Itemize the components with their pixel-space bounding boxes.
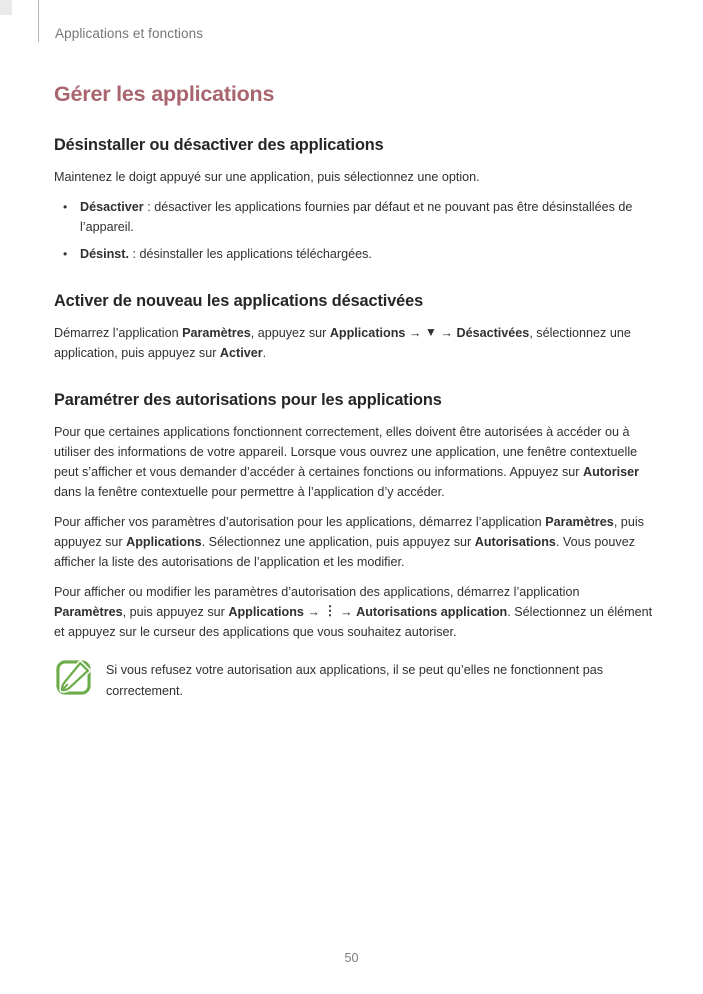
page-title: Gérer les applications [54, 82, 275, 106]
header-rule-divider [38, 0, 39, 42]
page-content [54, 82, 653, 702]
bullet-item [54, 197, 653, 237]
bullet-text: Désinst. : désinstaller les applications téléchargées. [80, 247, 372, 261]
paragraph: Démarrez l’application Paramètres, appuyez sur Applications → ▼ → Désactivées, sélectionnez une application, puis appuyez sur Activer. [54, 323, 653, 363]
paragraph: Pour afficher vos paramètres d’autorisation pour les applications, démarrez l’application Paramètres, puis appuyez sur Applications. Sélectionnez une application, puis appuyez sur Autorisations. Vous pouvez afficher la liste des autorisations de l’application et les modifier. [54, 515, 644, 569]
section-heading-permissions: Paramétrer des autorisations pour les applications [54, 391, 442, 409]
paragraph: Pour que certaines applications fonctionnent correctement, elles doivent être autorisées à accéder ou à utiliser des informations de votre appareil. Lorsque vous ouvrez une application, une fenêtre contextuelle peut s’afficher et vous demander d’accéder à certaines fonctions ou informations. Appuyez sur Autoriser dans la fenêtre contextuelle pour permettre à l’application d’y accéder. [54, 425, 639, 499]
bullet-dot-icon: • [63, 200, 68, 214]
page-corner-mark [0, 0, 12, 15]
bullet-text: Désactiver : désactiver les applications fournies par défaut et ne pouvant pas être désinstallées de l’appareil. [80, 200, 633, 234]
note-pencil-icon [56, 660, 91, 695]
paragraph: Maintenez le doigt appuyé sur une application, puis sélectionnez une option. [54, 170, 480, 184]
bullet-dot-icon: • [63, 247, 68, 261]
note-text: Si vous refusez votre autorisation aux applications, il se peut qu’elles ne fonctionnent pas correctement. [106, 663, 604, 698]
page-number: 50 [344, 951, 359, 965]
bullet-list [54, 197, 653, 264]
section-heading-reactivate: Activer de nouveau les applications désactivées [54, 292, 424, 310]
running-header: Applications et fonctions [55, 26, 204, 41]
section-heading-uninstall-disable: Désinstaller ou désactiver des applications [54, 136, 384, 154]
bullet-item [54, 244, 653, 264]
triangle-down-icon: ▼ [425, 325, 437, 339]
paragraph: Pour afficher ou modifier les paramètres d’autorisation des applications, démarrez l’application Paramètres, puis appuyez sur Applications → ⋮ → Autorisations application. Sélectionnez un élément et appuyez sur le curseur des applications que vous souhaitez autoriser. [54, 585, 653, 639]
note-box [54, 659, 653, 702]
vertical-ellipsis-icon: ⋮ [323, 603, 337, 618]
